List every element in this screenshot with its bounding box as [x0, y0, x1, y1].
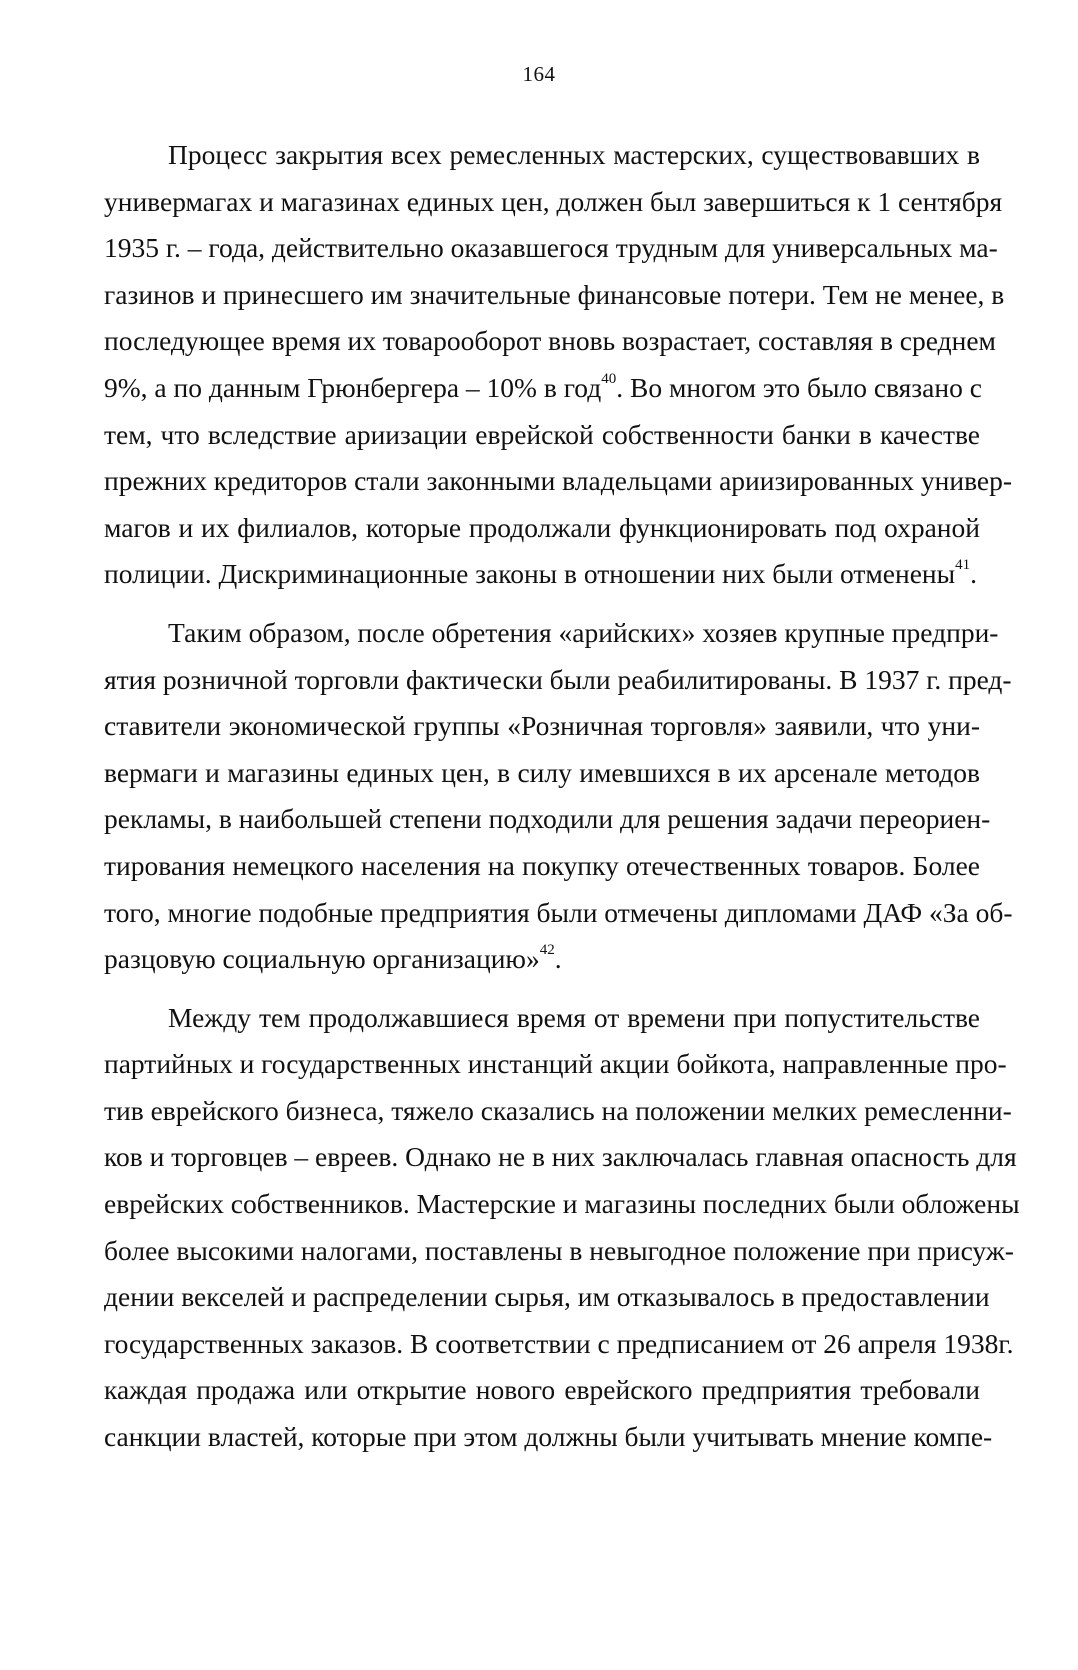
text-line: ков и торговцев – евреев. Однако не в них заключалась главная опасность для — [104, 1141, 1017, 1173]
footnote-ref: 40 — [601, 370, 617, 387]
text-line: Таким образом, после обретения «арийских» хозяев крупные предпри- — [168, 616, 999, 648]
paragraph — [104, 610, 1013, 983]
text-line: ятия розничной торговли фактически были реабилитированы. В 1937 г. пред- — [104, 663, 1012, 695]
text-line: ставители экономической группы «Розничная торговля» заявили, что уни- — [104, 710, 980, 742]
paragraph — [104, 995, 1020, 1461]
text-line: Между тем продолжавшиеся время от времени при попустительстве — [168, 1001, 980, 1033]
text-line: универмагах и магазинах единых цен, должен был завершиться к 1 сентября — [104, 185, 1003, 217]
text-line: санкции властей, которые при этом должны были учитывать мнение компе- — [104, 1421, 993, 1453]
text-line: того, многие подобные предприятия были отмечены дипломами ДАФ «За об- — [104, 896, 1013, 928]
paragraph — [104, 132, 1013, 598]
document-body — [104, 132, 1020, 1461]
text-line: более высокими налогами, поставлены в невыгодное положение при присуж- — [104, 1234, 1014, 1266]
text-line: 9%, а по данным Грюнбергера – 10% в год$^{40}$. Во многом это было связано с — [104, 370, 982, 403]
footnote-ref: 41 — [955, 557, 971, 574]
text-line: магов и их филиалов, которые продолжали функционировать под охраной — [104, 511, 980, 543]
text-line: полиции. Дискриминационные законы в отношении них были отменены$^{41}$. — [104, 557, 978, 590]
text-line: партийных и государственных инстанций акции бойкота, направленные про- — [104, 1048, 1007, 1080]
text-line: каждая продажа или открытие нового еврейского предприятия требовали — [104, 1374, 980, 1406]
text-line: разцовую социальную организацию»$^{42}$. — [104, 942, 562, 975]
footnote-ref: 42 — [539, 942, 555, 959]
text-line: тирования немецкого населения на покупку отечественных товаров. Более — [104, 849, 980, 881]
text-line: дении векселей и распределении сырья, им отказывалось в предоставлении — [104, 1281, 990, 1313]
text-line: тив еврейского бизнеса, тяжело сказались на положении мелких ремесленни- — [104, 1094, 1012, 1126]
text-line: вермаги и магазины единых цен, в силу имевшихся в их арсенале методов — [104, 756, 980, 788]
text-line: тем, что вследствие ариизации еврейской собственности банки в качестве — [104, 418, 980, 450]
text-line: государственных заказов. В соответствии с предписанием от 26 апреля 1938г. — [104, 1327, 1014, 1359]
text-line: прежних кредиторов стали законными владельцами ариизированных универ- — [104, 465, 1013, 497]
text-line: еврейских собственников. Мастерские и магазины последних были обложены — [104, 1188, 1020, 1220]
text-line: Процесс закрытия всех ремесленных мастерских, существовавших в — [168, 139, 980, 170]
text-line: последующее время их товарооборот вновь возрастает, составляя в среднем — [104, 325, 996, 357]
text-line: 1935 г. – года, действительно оказавшегося трудным для универсальных ма- — [104, 232, 998, 264]
text-line: газинов и принесшего им значительные финансовые потери. Тем не менее, в — [104, 278, 1005, 310]
page-number: 164 — [522, 62, 556, 86]
text-line: рекламы, в наибольшей степени подходили для решения задачи переориен- — [104, 803, 991, 835]
